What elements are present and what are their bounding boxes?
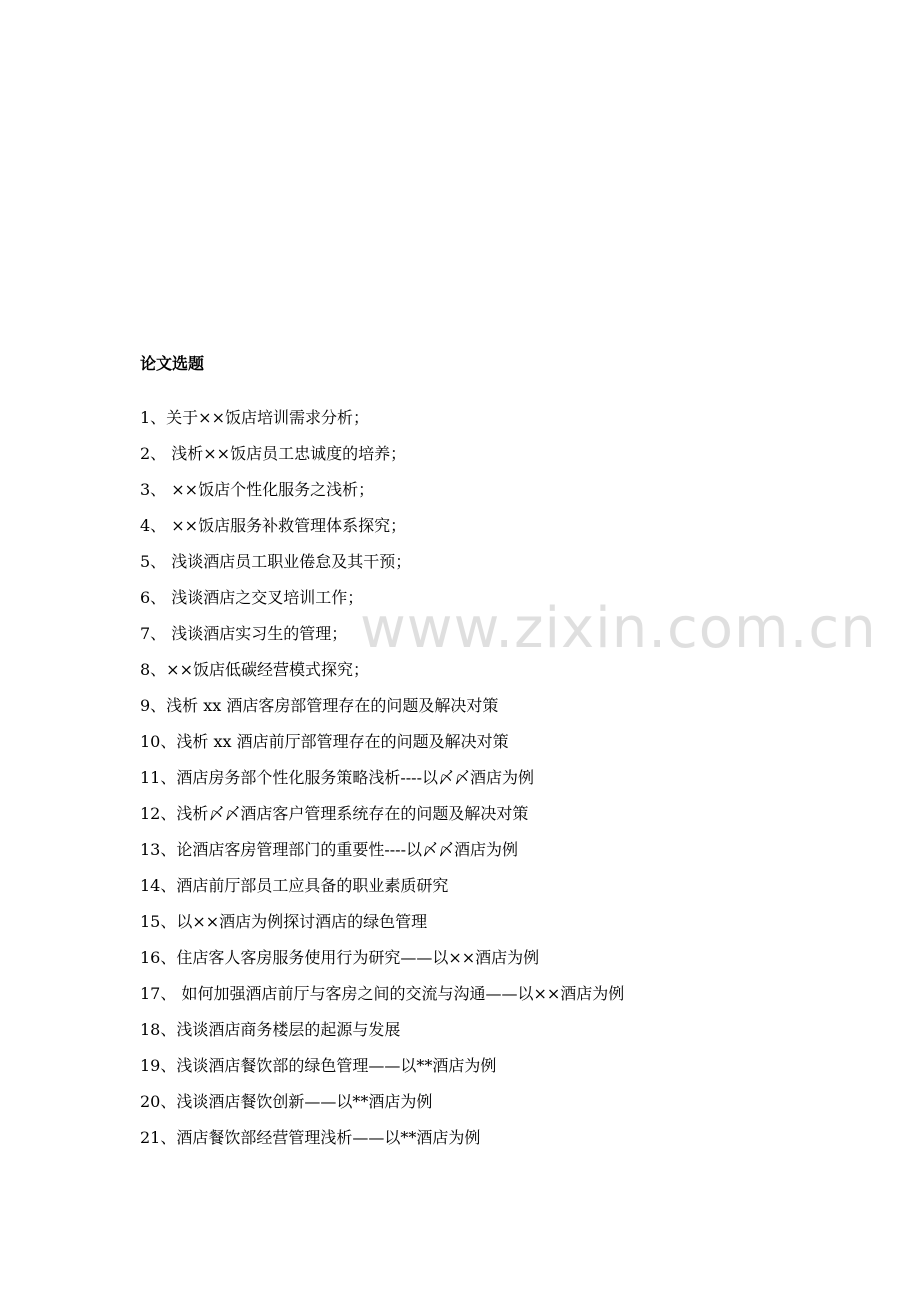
topic-item-13: 13、论酒店客房管理部门的重要性----以〆〆酒店为例 xyxy=(140,840,518,859)
topic-item-9: 9、浅析 xx 酒店客房部管理存在的问题及解决对策 xyxy=(140,696,499,715)
topic-list xyxy=(140,404,624,1160)
topic-item-2: 2、 浅析××饭店员工忠诚度的培养； xyxy=(140,444,407,463)
topic-item-1: 1、关于××饭店培训需求分析； xyxy=(140,408,369,427)
document-title: 论文选题 xyxy=(140,354,205,373)
topic-item-7: 7、 浅谈酒店实习生的管理； xyxy=(140,624,348,643)
topic-item-10: 10、浅析 xx 酒店前厅部管理存在的问题及解决对策 xyxy=(140,732,509,751)
topic-item-18: 18、浅谈酒店商务楼层的起源与发展 xyxy=(140,1020,401,1039)
topic-item-3: 3、 ××饭店个性化服务之浅析； xyxy=(140,480,375,499)
topic-item-12: 12、浅析〆〆酒店客户管理系统存在的问题及解决对策 xyxy=(140,804,529,823)
topic-item-15: 15、以××酒店为例探讨酒店的绿色管理 xyxy=(140,912,428,931)
topic-item-21: 21、酒店餐饮部经营管理浅析——以**酒店为例 xyxy=(140,1128,481,1147)
topic-item-11: 11、酒店房务部个性化服务策略浅析----以〆〆酒店为例 xyxy=(140,768,534,787)
topic-item-16: 16、住店客人客房服务使用行为研究——以××酒店为例 xyxy=(140,948,540,967)
topic-item-20: 20、浅谈酒店餐饮创新——以**酒店为例 xyxy=(140,1092,433,1111)
topic-item-6: 6、 浅谈酒店之交叉培训工作； xyxy=(140,588,364,607)
topic-item-14: 14、酒店前厅部员工应具备的职业素质研究 xyxy=(140,876,449,895)
watermark: www.zixin.com.cn xyxy=(360,596,877,661)
topic-item-4: 4、 ××饭店服务补救管理体系探究； xyxy=(140,516,407,535)
topic-item-5: 5、 浅谈酒店员工职业倦怠及其干预； xyxy=(140,552,412,571)
topic-item-19: 19、浅谈酒店餐饮部的绿色管理——以**酒店为例 xyxy=(140,1056,497,1075)
topic-item-8: 8、××饭店低碳经营模式探究； xyxy=(140,660,369,679)
topic-item-17: 17、 如何加强酒店前厅与客房之间的交流与沟通——以××酒店为例 xyxy=(140,984,625,1003)
